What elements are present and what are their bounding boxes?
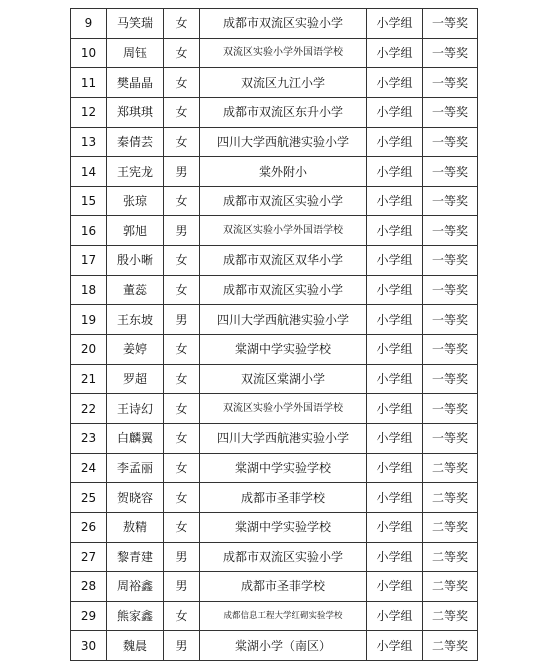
award-cell: 一等奖 <box>423 423 478 453</box>
gender-cell: 女 <box>164 275 200 305</box>
group-cell: 小学组 <box>367 364 423 394</box>
row-number-cell: 21 <box>71 364 107 394</box>
student-name-cell: 殷小晰 <box>107 246 164 276</box>
school-cell: 双流区九江小学 <box>200 68 367 98</box>
gender-cell: 女 <box>164 601 200 631</box>
group-cell: 小学组 <box>367 423 423 453</box>
school-cell: 双流区实验小学外国语学校 <box>200 216 367 246</box>
table-row <box>71 38 478 68</box>
table-row <box>71 246 478 276</box>
student-name-cell: 郭旭 <box>107 216 164 246</box>
school-cell: 棠湖小学（南区） <box>200 631 367 661</box>
group-cell: 小学组 <box>367 572 423 602</box>
student-name-cell: 郑琪琪 <box>107 97 164 127</box>
table-row <box>71 305 478 335</box>
gender-cell: 男 <box>164 216 200 246</box>
school-cell: 成都市双流区实验小学 <box>200 9 367 39</box>
gender-cell: 女 <box>164 512 200 542</box>
row-number-cell: 26 <box>71 512 107 542</box>
gender-cell: 男 <box>164 157 200 187</box>
group-cell: 小学组 <box>367 97 423 127</box>
group-cell: 小学组 <box>367 394 423 424</box>
gender-cell: 女 <box>164 68 200 98</box>
gender-cell: 女 <box>164 364 200 394</box>
row-number-cell: 14 <box>71 157 107 187</box>
school-cell: 双流区实验小学外国语学校 <box>200 394 367 424</box>
group-cell: 小学组 <box>367 216 423 246</box>
group-cell: 小学组 <box>367 9 423 39</box>
award-cell: 一等奖 <box>423 186 478 216</box>
table-row <box>71 186 478 216</box>
student-name-cell: 王东坡 <box>107 305 164 335</box>
award-cell: 二等奖 <box>423 453 478 483</box>
award-cell: 二等奖 <box>423 631 478 661</box>
award-cell: 一等奖 <box>423 127 478 157</box>
student-name-cell: 李孟丽 <box>107 453 164 483</box>
school-cell: 四川大学西航港实验小学 <box>200 305 367 335</box>
school-cell: 棠湖中学实验学校 <box>200 512 367 542</box>
award-cell: 一等奖 <box>423 305 478 335</box>
award-cell: 二等奖 <box>423 572 478 602</box>
gender-cell: 男 <box>164 572 200 602</box>
table-row <box>71 127 478 157</box>
gender-cell: 男 <box>164 542 200 572</box>
school-cell: 成都市双流区实验小学 <box>200 275 367 305</box>
gender-cell: 女 <box>164 9 200 39</box>
table-row <box>71 394 478 424</box>
gender-cell: 女 <box>164 97 200 127</box>
gender-cell: 女 <box>164 38 200 68</box>
row-number-cell: 27 <box>71 542 107 572</box>
school-cell: 成都市圣菲学校 <box>200 483 367 513</box>
student-name-cell: 秦倩芸 <box>107 127 164 157</box>
gender-cell: 女 <box>164 394 200 424</box>
table-row <box>71 483 478 513</box>
award-cell: 一等奖 <box>423 97 478 127</box>
school-cell: 四川大学西航港实验小学 <box>200 423 367 453</box>
school-cell: 成都市双流区实验小学 <box>200 542 367 572</box>
student-name-cell: 魏晨 <box>107 631 164 661</box>
gender-cell: 女 <box>164 335 200 365</box>
gender-cell: 女 <box>164 127 200 157</box>
student-name-cell: 周钰 <box>107 38 164 68</box>
student-name-cell: 白麟翼 <box>107 423 164 453</box>
group-cell: 小学组 <box>367 601 423 631</box>
row-number-cell: 16 <box>71 216 107 246</box>
row-number-cell: 17 <box>71 246 107 276</box>
group-cell: 小学组 <box>367 542 423 572</box>
group-cell: 小学组 <box>367 483 423 513</box>
student-name-cell: 樊晶晶 <box>107 68 164 98</box>
group-cell: 小学组 <box>367 186 423 216</box>
awards-table <box>70 8 478 661</box>
student-name-cell: 马笑瑞 <box>107 9 164 39</box>
award-cell: 一等奖 <box>423 335 478 365</box>
row-number-cell: 24 <box>71 453 107 483</box>
group-cell: 小学组 <box>367 453 423 483</box>
school-cell: 棠湖中学实验学校 <box>200 453 367 483</box>
student-name-cell: 敖精 <box>107 512 164 542</box>
row-number-cell: 22 <box>71 394 107 424</box>
table-row <box>71 423 478 453</box>
table-row <box>71 68 478 98</box>
group-cell: 小学组 <box>367 68 423 98</box>
table-row <box>71 542 478 572</box>
award-cell: 一等奖 <box>423 364 478 394</box>
award-cell: 一等奖 <box>423 157 478 187</box>
student-name-cell: 黎青建 <box>107 542 164 572</box>
table-row <box>71 216 478 246</box>
school-cell: 成都市双流区实验小学 <box>200 186 367 216</box>
row-number-cell: 18 <box>71 275 107 305</box>
group-cell: 小学组 <box>367 127 423 157</box>
table-row <box>71 572 478 602</box>
student-name-cell: 贺晓容 <box>107 483 164 513</box>
school-cell: 成都市双流区东升小学 <box>200 97 367 127</box>
school-cell: 双流区实验小学外国语学校 <box>200 38 367 68</box>
award-cell: 一等奖 <box>423 246 478 276</box>
school-cell: 棠外附小 <box>200 157 367 187</box>
group-cell: 小学组 <box>367 275 423 305</box>
row-number-cell: 19 <box>71 305 107 335</box>
table-row <box>71 364 478 394</box>
award-cell: 一等奖 <box>423 68 478 98</box>
table-row <box>71 9 478 39</box>
table-row <box>71 97 478 127</box>
gender-cell: 女 <box>164 186 200 216</box>
row-number-cell: 20 <box>71 335 107 365</box>
student-name-cell: 熊家鑫 <box>107 601 164 631</box>
table-row <box>71 335 478 365</box>
student-name-cell: 姜婷 <box>107 335 164 365</box>
row-number-cell: 25 <box>71 483 107 513</box>
table-row <box>71 157 478 187</box>
row-number-cell: 30 <box>71 631 107 661</box>
table-row <box>71 453 478 483</box>
table-row <box>71 631 478 661</box>
group-cell: 小学组 <box>367 335 423 365</box>
table-row <box>71 512 478 542</box>
group-cell: 小学组 <box>367 157 423 187</box>
gender-cell: 女 <box>164 453 200 483</box>
table-row <box>71 601 478 631</box>
group-cell: 小学组 <box>367 512 423 542</box>
row-number-cell: 29 <box>71 601 107 631</box>
group-cell: 小学组 <box>367 246 423 276</box>
student-name-cell: 王诗幻 <box>107 394 164 424</box>
award-cell: 一等奖 <box>423 38 478 68</box>
gender-cell: 女 <box>164 483 200 513</box>
table-row <box>71 275 478 305</box>
award-cell: 一等奖 <box>423 216 478 246</box>
gender-cell: 男 <box>164 631 200 661</box>
group-cell: 小学组 <box>367 305 423 335</box>
gender-cell: 女 <box>164 423 200 453</box>
award-cell: 二等奖 <box>423 512 478 542</box>
school-cell: 棠湖中学实验学校 <box>200 335 367 365</box>
gender-cell: 女 <box>164 246 200 276</box>
student-name-cell: 董蕊 <box>107 275 164 305</box>
row-number-cell: 10 <box>71 38 107 68</box>
student-name-cell: 罗超 <box>107 364 164 394</box>
award-cell: 一等奖 <box>423 275 478 305</box>
award-cell: 二等奖 <box>423 601 478 631</box>
row-number-cell: 9 <box>71 9 107 39</box>
award-cell: 二等奖 <box>423 483 478 513</box>
gender-cell: 男 <box>164 305 200 335</box>
award-cell: 二等奖 <box>423 542 478 572</box>
award-cell: 一等奖 <box>423 394 478 424</box>
row-number-cell: 13 <box>71 127 107 157</box>
award-cell: 一等奖 <box>423 9 478 39</box>
student-name-cell: 王宪龙 <box>107 157 164 187</box>
row-number-cell: 23 <box>71 423 107 453</box>
awards-table-body <box>71 9 478 661</box>
group-cell: 小学组 <box>367 631 423 661</box>
student-name-cell: 张琼 <box>107 186 164 216</box>
school-cell: 成都市双流区双华小学 <box>200 246 367 276</box>
student-name-cell: 周裕鑫 <box>107 572 164 602</box>
row-number-cell: 15 <box>71 186 107 216</box>
row-number-cell: 11 <box>71 68 107 98</box>
group-cell: 小学组 <box>367 38 423 68</box>
school-cell: 四川大学西航港实验小学 <box>200 127 367 157</box>
school-cell: 成都市圣菲学校 <box>200 572 367 602</box>
row-number-cell: 12 <box>71 97 107 127</box>
row-number-cell: 28 <box>71 572 107 602</box>
school-cell: 双流区棠湖小学 <box>200 364 367 394</box>
school-cell: 成都信息工程大学红砌实验学校 <box>200 601 367 631</box>
